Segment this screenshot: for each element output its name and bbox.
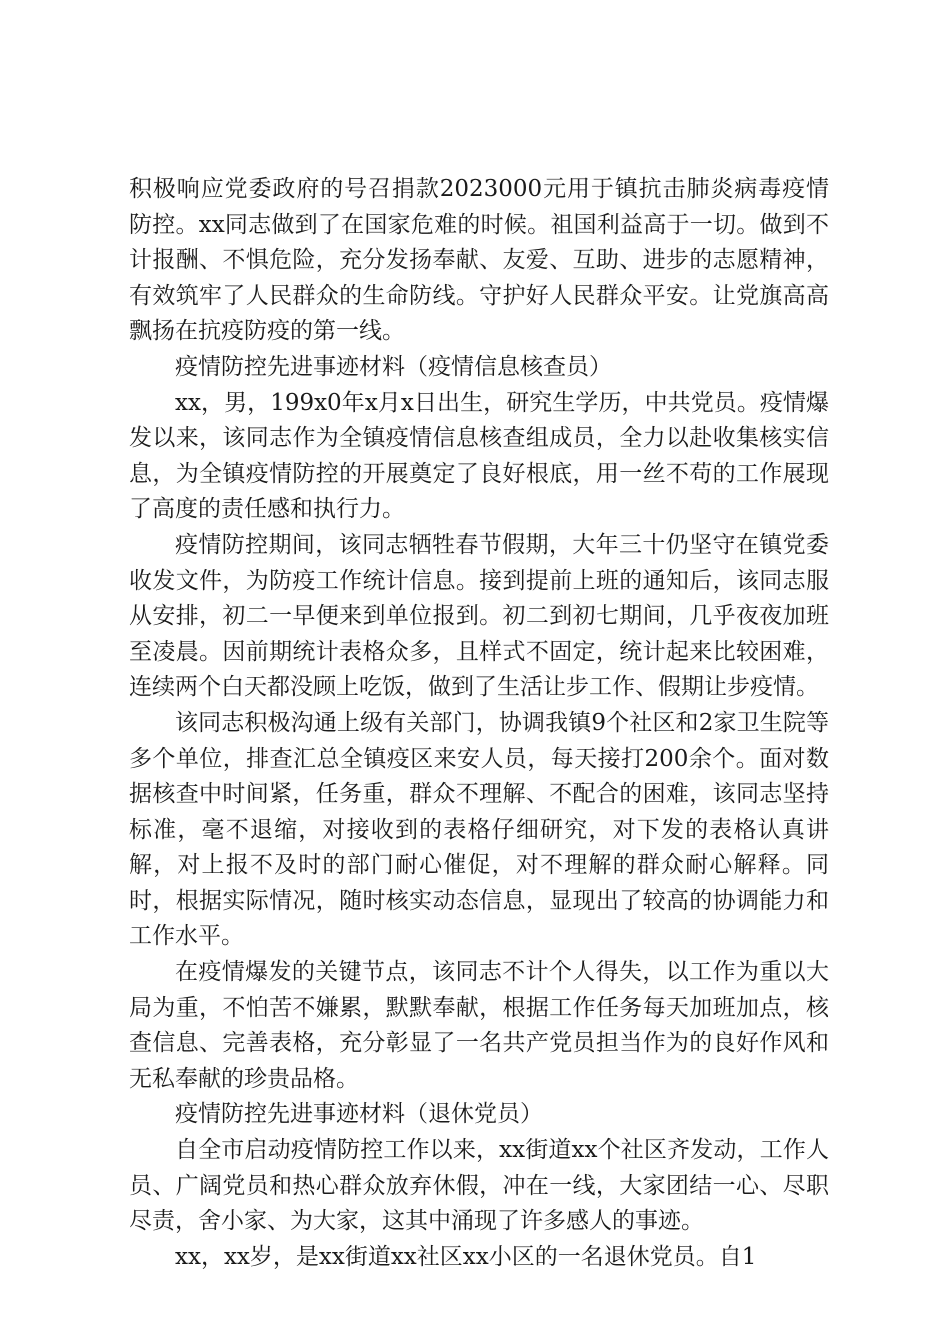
document-page	[129, 172, 829, 1275]
paragraph-retired-member-intro: xx，xx岁，是xx街道xx社区xx小区的一名退休党员。自1	[175, 1243, 757, 1270]
section-heading-info-checker: 疫情防控先进事迹材料（疫情信息核查员）	[175, 353, 612, 380]
paragraph-coordination: 该同志积极沟通上级有关部门，协调我镇9个社区和2家卫生院等多个单位，排查汇总全镇疫区来安人员，每天接打200余个。面对数据核查中时间紧，任务重，群众不理解、不配合的困难，该同志坚持标准，毫不退缩，对接收到的表格仔细研究，对下发的表格认真讲解，对上报不及时的部门耐心催促，对不理解的群众耐心解释。同时，根据实际情况，随时核实动态信息，显现出了较高的协调能力和工作水平。	[129, 709, 829, 950]
paragraph-profile: xx，男，199x0年x月x日出生，研究生学历，中共党员。疫情爆发以来，该同志作为全镇疫情信息核查组成员，全力以赴收集核实信息，为全镇疫情防控的开展奠定了良好根底，用一丝不苟的工作展现了高度的责任感和执行力。	[129, 389, 829, 523]
paragraph-donation: 积极响应党委政府的号召捐款2023000元用于镇抗击肺炎病毒疫情防控。xx同志做到了在国家危难的时候。祖国利益高于一切。做到不计报酬、不惧危险，充分发扬奉献、友爱、互助、进步的志愿精神，有效筑牢了人民群众的生命防线。守护好人民群众平安。让党旗高高飘扬在抗疫防疫的第一线。	[129, 176, 829, 345]
paragraph-city-mobilization: 自全市启动疫情防控工作以来，xx街道xx个社区齐发动，工作人员、广阔党员和热心群众放弃休假，冲在一线，大家团结一心、尽职尽责，舍小家、为大家，这其中涌现了许多感人的事迹。	[129, 1137, 829, 1235]
section-heading-retired-member: 疫情防控先进事迹材料（退休党员）	[175, 1101, 543, 1128]
paragraph-spring-festival: 疫情防控期间，该同志牺牲春节假期，大年三十仍坚守在镇党委收发文件，为防疫工作统计信息。接到提前上班的通知后，该同志服从安排，初二一早便来到单位报到。初二到初七期间，几乎夜夜加班至凌晨。因前期统计表格众多，且样式不固定，统计起来比较困难，连续两个白天都没顾上吃饭，做到了生活让步工作、假期让步疫情。	[129, 531, 829, 701]
paragraph-key-moment: 在疫情爆发的关键节点，该同志不计个人得失，以工作为重以大局为重，不怕苦不嫌累，默默奉献，根据工作任务每天加班加点，核查信息、完善表格，充分彰显了一名共产党员担当作为的良好作风和无私奉献的珍贵品格。	[129, 959, 829, 1092]
